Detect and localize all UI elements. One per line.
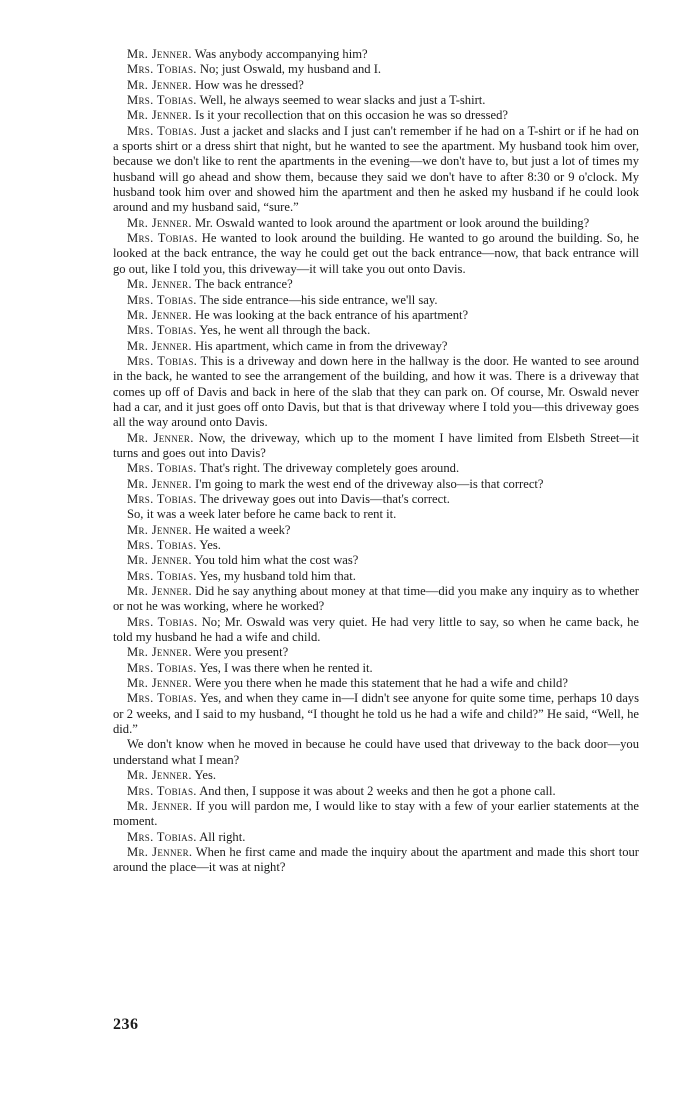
paragraph: [113, 691, 639, 737]
speaker-label: Mr. Jenner.: [127, 430, 194, 445]
speaker-label: Mr. Jenner.: [127, 676, 192, 691]
paragraph-text: How was he dressed?: [195, 77, 304, 92]
speaker-label: Mrs. Tobias.: [127, 829, 197, 844]
paragraph-text: Yes.: [194, 768, 217, 783]
paragraph: [113, 784, 639, 799]
paragraph-text: Yes.: [199, 538, 221, 552]
paragraph-text: Did he say anything about money at that time—did you make any inquiry as to whether or not he was working, where he worked?: [113, 584, 639, 614]
paragraph-text: All right.: [199, 829, 246, 844]
document-page: [113, 47, 640, 1033]
speaker-label: Mr. Jenner.: [127, 584, 192, 599]
paragraph: [113, 431, 639, 462]
paragraph: [113, 538, 639, 553]
speaker-label: Mrs. Tobias.: [127, 292, 197, 307]
paragraph: [113, 124, 639, 216]
paragraph-text: No; just Oswald, my husband and I.: [199, 62, 382, 77]
paragraph-text: If you will pardon me, I would like to stay with a few of your earlier statements at the moment.: [113, 798, 639, 829]
speaker-label: Mrs. Tobias.: [127, 614, 198, 629]
paragraph-text: Is it your recollection that on this occasion he was so dressed?: [195, 108, 509, 123]
paragraph-text: The driveway goes out into Davis—that's correct.: [199, 491, 450, 506]
paragraph-text: Well, he always seemed to wear slacks and just a T-shirt.: [199, 93, 486, 108]
speaker-label: Mrs. Tobias.: [127, 323, 197, 338]
speaker-label: Mrs. Tobias.: [127, 491, 197, 506]
paragraph-text: The back entrance?: [194, 277, 293, 292]
paragraph: [113, 216, 639, 231]
paragraph: [113, 645, 639, 660]
speaker-label: Mr. Jenner.: [127, 338, 192, 353]
paragraph: [113, 737, 639, 768]
paragraph-text: Mr. Oswald wanted to look around the apartment or look around the building?: [195, 215, 590, 230]
paragraph-text: That's right. The driveway completely goes around.: [199, 461, 460, 476]
speaker-label: Mrs. Tobias.: [127, 353, 198, 368]
paragraph: [113, 93, 639, 108]
paragraph: [113, 768, 639, 783]
paragraph: [113, 354, 639, 431]
speaker-label: Mr. Jenner.: [127, 307, 192, 322]
paragraph-text: Now, the driveway, which up to the moment I have limited from Elsbeth Street—it turns and goes out into Davis?: [113, 430, 639, 460]
paragraph-text: Yes, I was there when he rented it.: [199, 660, 373, 675]
speaker-label: Mr. Jenner.: [127, 476, 192, 491]
paragraph-text: Were you present?: [194, 645, 289, 660]
paragraph: [113, 62, 639, 77]
paragraph: [113, 323, 639, 338]
paragraph-text: He waited a week?: [195, 522, 291, 537]
paragraph-text: When he first came and made the inquiry about the apartment and made this short tour around the place—it was at night?: [113, 844, 639, 875]
speaker-label: Mr. Jenner.: [127, 47, 192, 61]
testimony-body: [113, 47, 639, 876]
paragraph-text: Just a jacket and slacks and I just can't remember if he had on a T-shirt or if he had on a sports shirt or a dress shirt that night, but he wanted to see the apartment. My husband took him over, because we don't like to rent the apartments in the evening—we don't have to, but just a lot of times my husband will go ahead and show them, because they said we don't have to after 8:30 or 9 o'clock. My husband took him over and showed him the apartment and then he asked my husband if he could look around and my husband said, “sure.”: [113, 123, 639, 215]
paragraph-text: No; Mr. Oswald was very quiet. He had very little to say, so when he came back, he told my husband he had a wife and child.: [113, 614, 639, 645]
speaker-label: Mr. Jenner.: [127, 844, 193, 859]
paragraph-text: Were you there when he made this statement that he had a wife and child?: [194, 676, 568, 691]
paragraph: [113, 584, 639, 615]
speaker-label: Mrs. Tobias.: [127, 568, 197, 583]
speaker-label: Mrs. Tobias.: [127, 691, 197, 706]
paragraph: [113, 492, 639, 507]
speaker-label: Mrs. Tobias.: [127, 660, 197, 675]
paragraph: [113, 78, 639, 93]
speaker-label: Mr. Jenner.: [127, 553, 192, 568]
paragraph: [113, 523, 639, 538]
speaker-label: Mrs. Tobias.: [127, 123, 198, 138]
speaker-label: Mr. Jenner.: [127, 77, 192, 92]
speaker-label: Mr. Jenner.: [127, 108, 192, 123]
paragraph-text: The side entrance—his side entrance, we'll say.: [199, 292, 438, 307]
speaker-label: Mr. Jenner.: [127, 768, 192, 783]
speaker-label: Mrs. Tobias.: [127, 461, 197, 476]
speaker-label: Mr. Jenner.: [127, 215, 192, 230]
paragraph-text: He wanted to look around the building. He wanted to go around the building. So, he looked at the back entrance, the way he could get out the back entrance—now, that back entrance will go out, like I told you, this driveway—it will take you out onto Davis.: [113, 231, 639, 276]
paragraph-text: Yes, he went all through the back.: [199, 323, 371, 338]
speaker-label: Mr. Jenner.: [127, 277, 192, 292]
speaker-label: Mr. Jenner.: [127, 645, 192, 660]
speaker-label: Mrs. Tobias.: [127, 538, 197, 552]
paragraph-text: So, it was a week later before he came back to rent it.: [127, 507, 397, 522]
paragraph: [113, 676, 639, 691]
paragraph-text: We don't know when he moved in because he could have used that driveway to the back door—you understand what I mean?: [113, 737, 639, 767]
paragraph: [113, 277, 639, 292]
paragraph: [113, 799, 639, 830]
paragraph-text: You told him what the cost was?: [194, 553, 359, 568]
paragraph: [113, 231, 639, 277]
paragraph-text: And then, I suppose it was about 2 weeks and then he got a phone call.: [199, 783, 556, 798]
paragraph: [113, 339, 639, 354]
paragraph: [113, 477, 639, 492]
paragraph: [113, 293, 639, 308]
paragraph: [113, 615, 639, 646]
paragraph-text: His apartment, which came in from the driveway?: [195, 338, 448, 353]
paragraph-text: He was looking at the back entrance of his apartment?: [195, 307, 469, 322]
speaker-label: Mr. Jenner.: [127, 522, 192, 537]
paragraph: [113, 830, 639, 845]
paragraph-text: This is a driveway and down here in the hallway is the door. He wanted to see around in the back, he wanted to see the arrangement of the building, and how it was. There is a driveway that comes up off of Davis and back in here of the slab that they can park on. Of course, Mr. Oswald never had a car, and it just goes off onto Davis, but that is that driveway where I told you—this driveway goes all the way around onto Davis.: [113, 353, 639, 430]
paragraph: [113, 845, 639, 876]
paragraph: [113, 461, 639, 476]
speaker-label: Mr. Jenner.: [127, 798, 193, 813]
paragraph: [113, 553, 639, 568]
paragraph: [113, 569, 639, 584]
paragraph: [113, 47, 639, 62]
paragraph-text: Was anybody accompanying him?: [194, 47, 368, 61]
paragraph-text: Yes, my husband told him that.: [199, 568, 356, 583]
paragraph: [113, 108, 639, 123]
speaker-label: Mrs. Tobias.: [127, 93, 197, 108]
paragraph: [113, 661, 639, 676]
page-number: 236: [113, 1016, 139, 1033]
paragraph: [113, 507, 639, 522]
paragraph-text: Yes, and when they came in—I didn't see anyone for quite some time, perhaps 10 days or 2 weeks, and I said to my husband, “I thought he told us he had a wife and child?” He said, “Well, he did.”: [113, 691, 640, 737]
paragraph: [113, 308, 639, 323]
speaker-label: Mrs. Tobias.: [127, 231, 198, 246]
speaker-label: Mrs. Tobias.: [127, 62, 197, 77]
speaker-label: Mrs. Tobias.: [127, 783, 197, 798]
paragraph-text: I'm going to mark the west end of the driveway also—is that correct?: [195, 476, 544, 491]
